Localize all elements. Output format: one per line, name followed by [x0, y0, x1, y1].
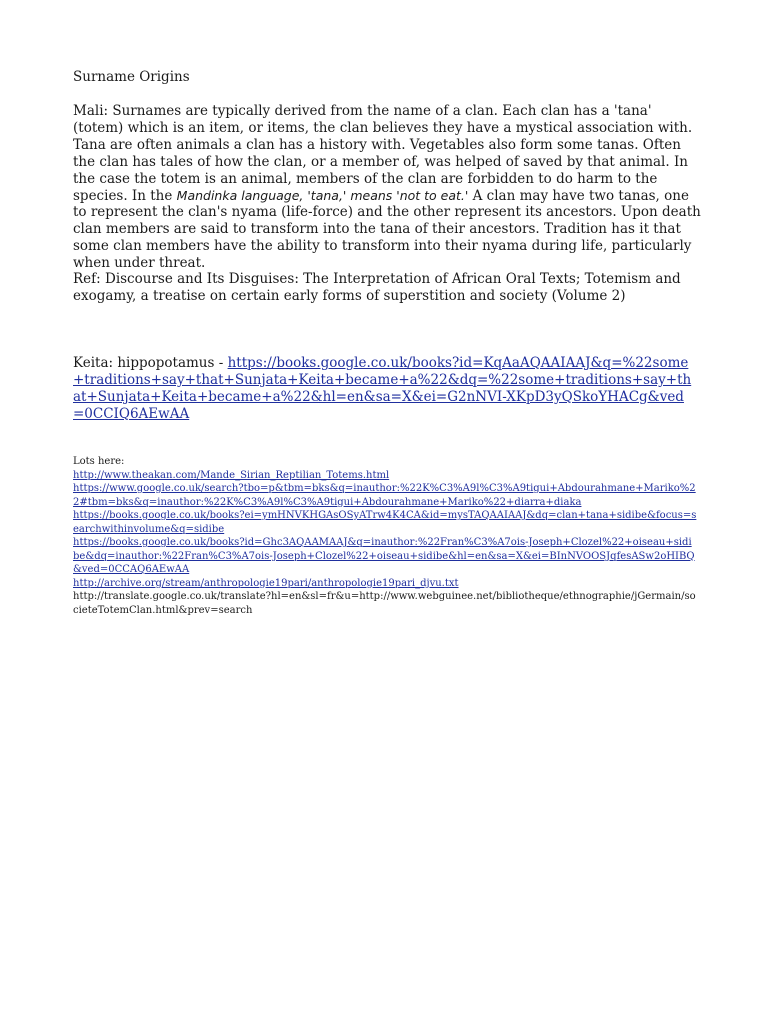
mali-paragraph	[73, 103, 703, 272]
lots-link-2[interactable]: https://www.google.co.uk/search?tbo=p&tbm=bks&q=inauthor:%22K%C3%A9l%C3%A9tigui+Abdourahmane+Mariko%22#tbm=bks&q=inauthor:%22K%C3%A9l%C3%A9tigui+Abdourahmane+Mariko%22+diarra+diaka	[73, 483, 696, 508]
lots-label: Lots here:	[73, 456, 125, 467]
lots-link-1[interactable]: http://www.theakan.com/Mande_Sirian_Reptilian_Totems.html	[73, 469, 390, 481]
page-title: Surname Origins	[73, 69, 190, 85]
translate-url-text: http://translate.google.co.uk/translate?hl=en&sl=fr&u=http://www.webguinee.net/bibliotheque/ethnographie/jGermain/societeTotemClan.html&prev=search	[73, 591, 696, 616]
reference-paragraph: Ref: Discourse and Its Disguises: The Interpretation of African Oral Texts; Totemism and exogamy, a treatise on certain early forms of superstition and society (Volume 2)	[73, 271, 681, 304]
paragraph-text-2: A clan may have two tanas, one to represent the clan's nyama (life-force) and the other represent its ancestors. Upon death clan members are said to transform into the tana of their ancestors. Tradition has it that some clan members have the ability to transform into their nyama during life, particularly when under threat.	[73, 187, 701, 272]
keita-paragraph	[73, 355, 693, 423]
lots-link-4[interactable]: https://books.google.co.uk/books?id=Ghc3AQAAMAAJ&q=inauthor:%22Fran%C3%A7ois-Joseph+Clozel%22+oiseau+sidibe&dq=inauthor:%22Fran%C3%A7ois-Joseph+Clozel%22+oiseau+sidibe&hl=en&sa=X&ei=BInNVOOSJqfesASw2oHIBQ&ved=0CCAQ6AEwAA	[73, 537, 695, 575]
keita-link[interactable]: https://books.google.co.uk/books?id=KqAaAQAAIAAJ&q=%22some+traditions+say+that+Sunjata+Keita+became+a%22&dq=%22some+traditions+say+that+Sunjata+Keita+became+a%22&hl=en&sa=X&ei=G2nNVI-XKpD3yQSkoYHACg&ved=0CCIQ6AEwAA	[73, 355, 692, 422]
keita-label: Keita: hippopotamus -	[73, 355, 228, 371]
paragraph-text-1: Mali: Surnames are typically derived from the name of a clan. Each clan has a 'tana' (totem) which is an item, or items, the clan believes they have a mystical association with. Tana are often animals a clan has a history with. Vegetables also form some tanas. Often the clan has tales of how the clan, or a member of, was helped of saved by that animal. In the case the totem is an animal, members of the clan are forbidden to do harm to the species. In the	[73, 103, 693, 204]
lots-link-3[interactable]: https://books.google.co.uk/books?ei=ymHNVKHGAsOSyATrw4K4CA&id=mysTAQAAIAAJ&dq=clan+tana+sidibe&focus=searchwithinvolume&q=sidibe	[73, 510, 697, 535]
lots-section	[73, 455, 698, 617]
paragraph-italic: Mandinka language, 'tana,' means 'not to eat.'	[176, 187, 469, 203]
lots-link-5[interactable]: http://archive.org/stream/anthropologie19pari/anthropologie19pari_djvu.txt	[73, 577, 459, 589]
